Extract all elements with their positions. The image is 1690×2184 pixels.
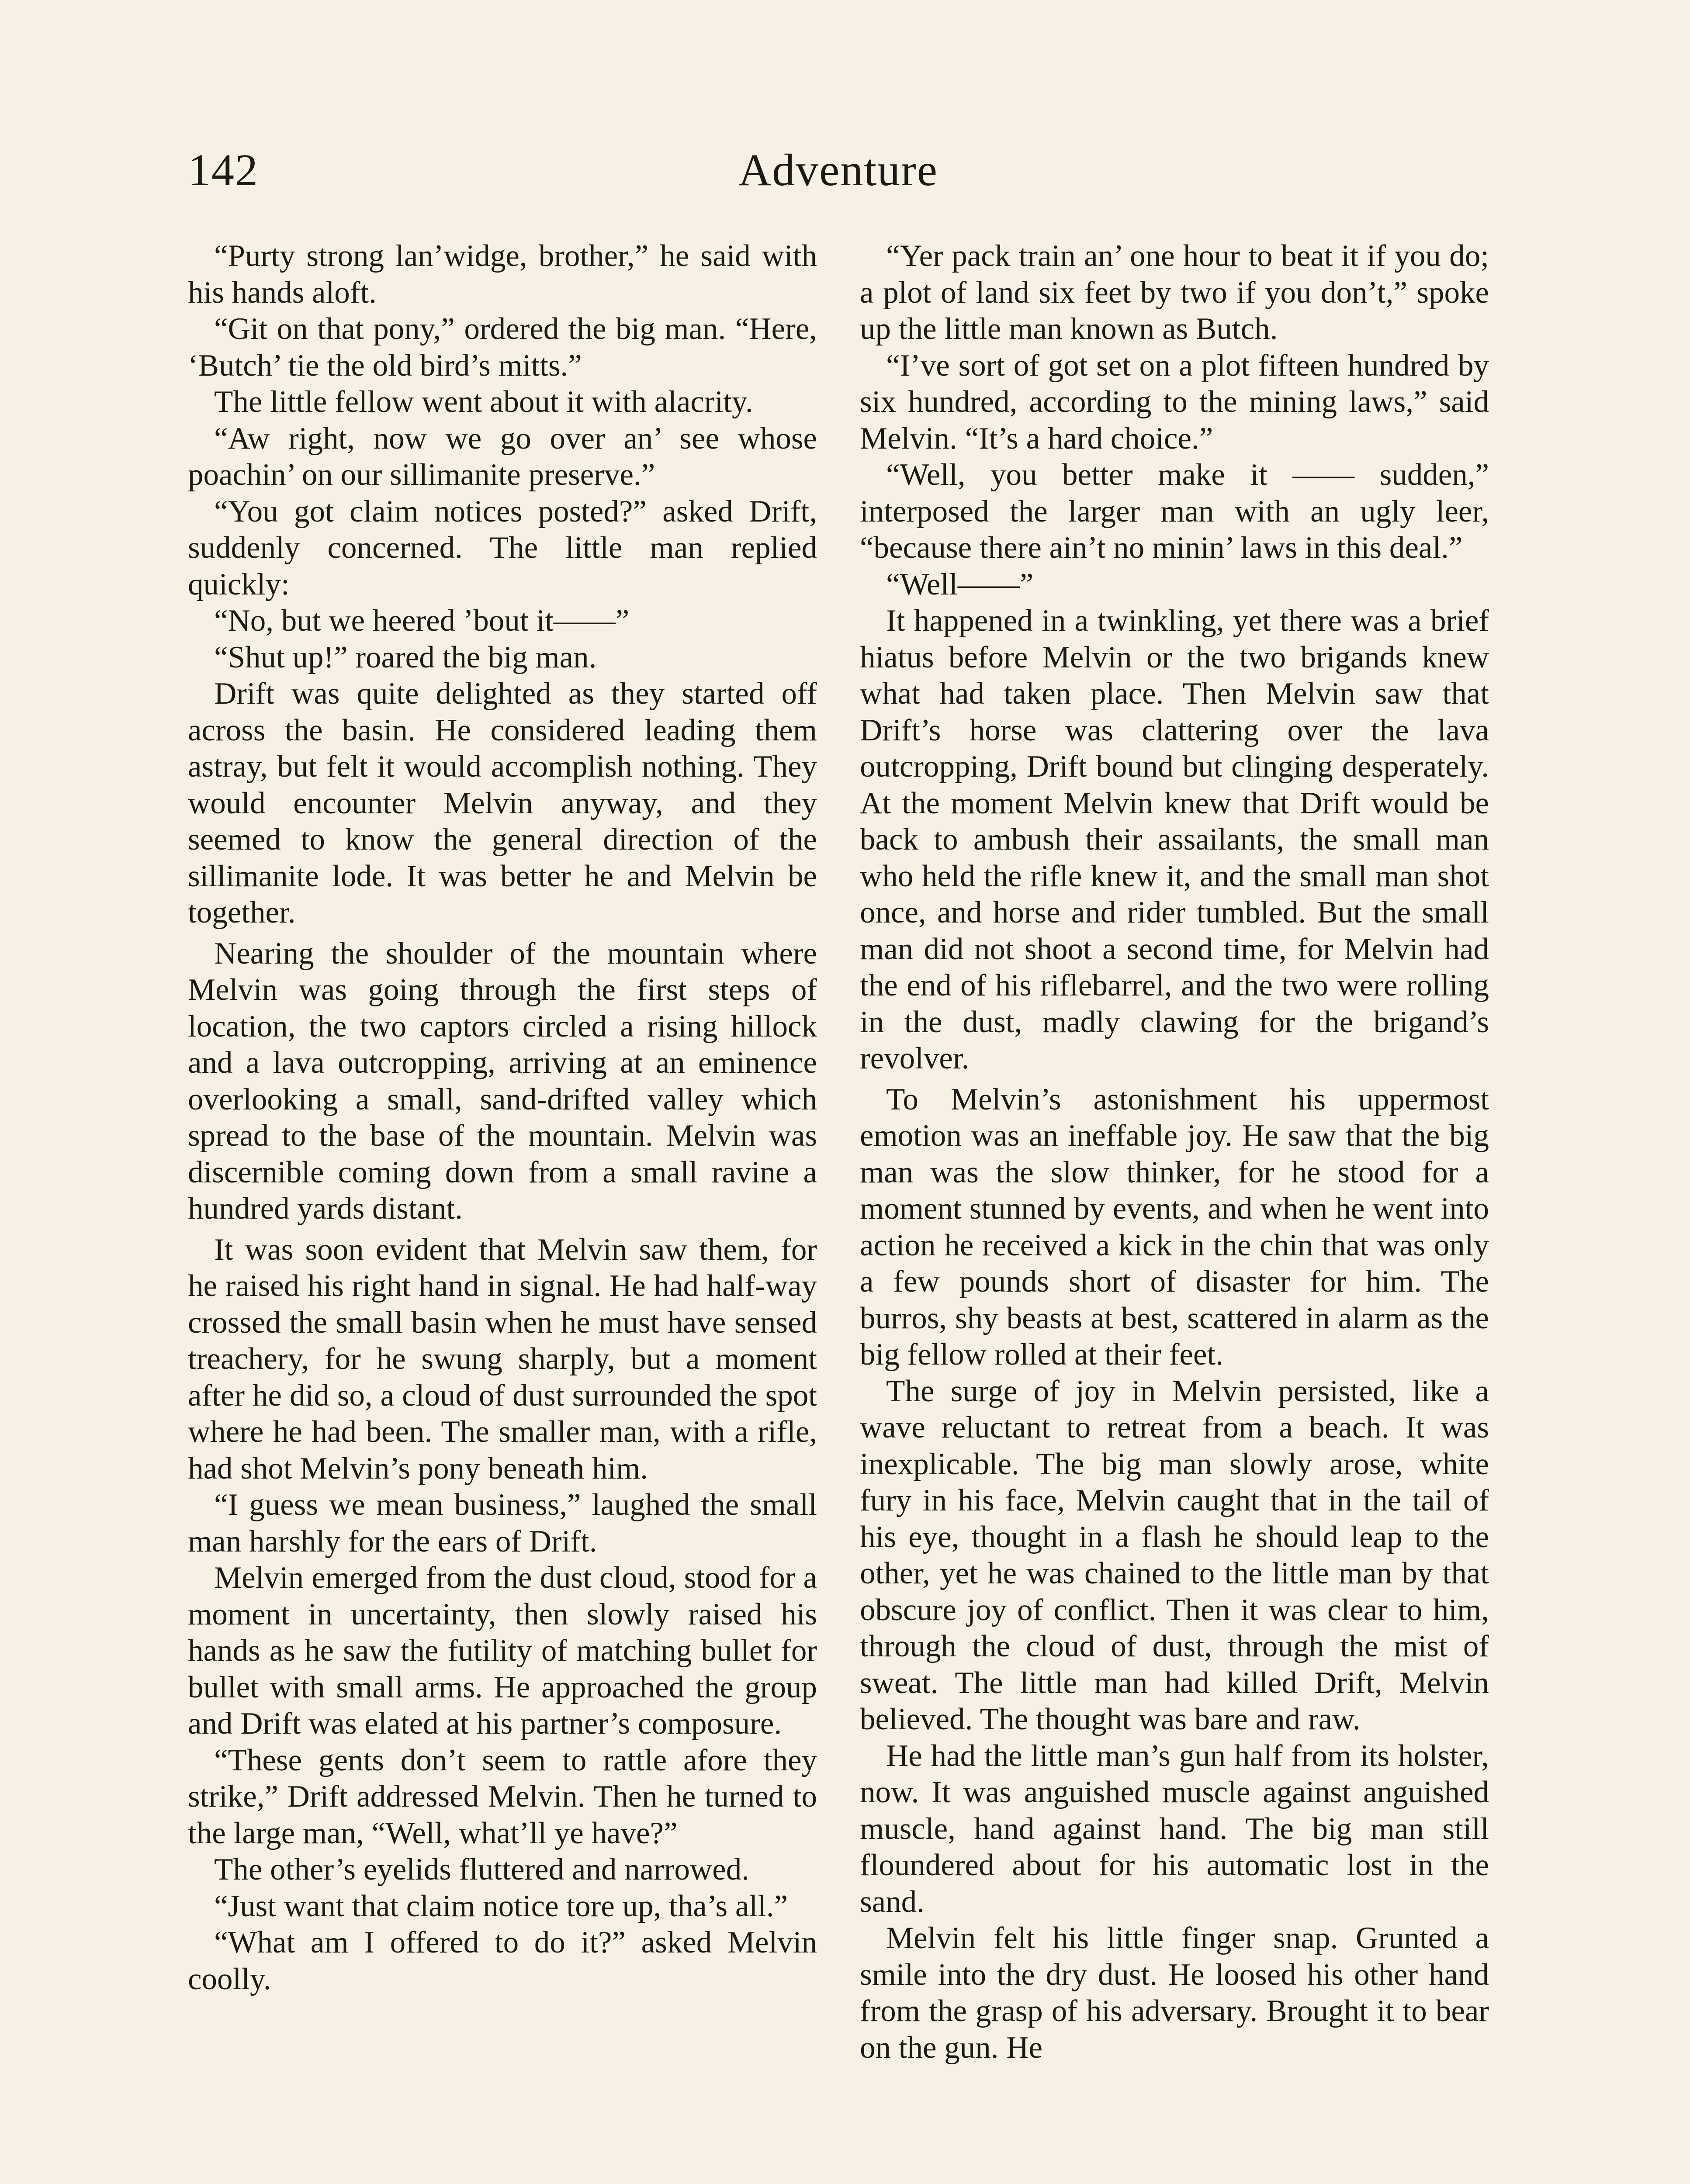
paragraph: Melvin emerged from the dust cloud, stood for a moment in uncertainty, then slowly raised his hands as he saw the futility of matching bullet for bullet with small arms. He approached the group and Drift was elated at his partner’s composure. [188,1561,817,1741]
paragraph: The surge of joy in Melvin persisted, like a wave reluctant to retreat from a beach. It was inexplicable. The big man slowly arose, white fury in his face, Melvin caught that in the tail of his eye, thought in a flash he should leap to the other, yet he was chained to the little man by that obscure joy of conflict. Then it was clear to him, through the cloud of dust, through the mist of sweat. The little man had killed Drift, Melvin believed. The thought was bare and raw. [860,1374,1489,1736]
paragraph: “Well, you better make it —— sudden,” interposed the larger man with an ugly leer, “because there ain’t no minin’ laws in this deal.” [860,458,1489,565]
paragraph: “Just want that claim notice tore up, tha’s all.” [214,1889,788,1923]
paragraph: He had the little man’s gun half from its holster, now. It was anguished muscle against anguished muscle, hand against hand. The big man still floundered about for his automatic lost in the sand. [860,1738,1489,1919]
paragraph: It was soon evident that Melvin saw them, for he raised his right hand in signal. He had half-way crossed the small basin when he must have sensed treachery, for he swung sharply, but a moment after he did so, a cloud of dust surrounded the spot where he had been. The smaller man, with a rifle, had shot Melvin’s pony beneath him. [188,1232,817,1486]
paragraph: “Git on that pony,” ordered the big man. “Here, ‘Butch’ tie the old bird’s mitts.” [188,312,817,383]
paragraph: “Well——” [886,567,1034,601]
running-title: Adventure [738,145,938,195]
page-number: 142 [188,145,259,195]
paragraph: “What am I offered to do it?” asked Melvin coolly. [188,1925,817,1996]
paragraph: It happened in a twinkling, yet there was a brief hiatus before Melvin or the two brigands knew what had taken place. Then Melvin saw that Drift’s horse was clattering over the lava outcropping, Drift bound but clinging desperately. At the moment Melvin knew that Drift would be back to ambush their assailants, the small man who held the rifle knew it, and the small man shot once, and horse and rider tumbled. But the small man did not shoot a second time, for Melvin had the end of his riflebarrel, and the two were rolling in the dust, madly clawing for the brigand’s revolver. [860,604,1489,1075]
paragraph: “Aw right, now we go over an’ see whose poachin’ on our sillimanite preserve.” [188,421,817,492]
paragraph: “Yer pack train an’ one hour to beat it if you do; a plot of land six feet by two if you don’t,” spoke up the little man known as Butch. [860,239,1489,346]
paragraph: Nearing the shoulder of the mountain where Melvin was going through the first steps of location, the two captors circled a rising hillock and a lava outcropping, arriving at an eminence overlooking a small, sand-drifted valley which spread to the base of the mountain. Melvin was discernible coming down from a small ravine a hundred yards distant. [188,936,817,1226]
paragraph: “These gents don’t seem to rattle afore they strike,” Drift addressed Melvin. Then he turned to the large man, “Well, what’ll ye have?” [188,1743,817,1850]
page-header [0,144,1690,205]
paragraph: “No, but we heered ’bout it——” [214,604,630,638]
paragraph: “You got claim notices posted?” asked Drift, suddenly concerned. The little man replied quickly: [188,494,817,601]
paragraph: Drift was quite delighted as they started off across the basin. He considered leading them astray, but felt it would accomplish nothing. They would encounter Melvin anyway, and they seemed to know the general direction of the sillimanite lode. It was better he and Melvin be together. [188,677,817,930]
left-column [188,238,817,1997]
paragraph: “Shut up!” roared the big man. [214,640,597,674]
paragraph: The other’s eyelids fluttered and narrowed. [214,1852,749,1887]
right-column [860,238,1489,2066]
paragraph: “I guess we mean business,” laughed the small man harshly for the ears of Drift. [188,1488,817,1559]
paragraph: Melvin felt his little finger snap. Grunted a smile into the dry dust. He loosed his other hand from the grasp of his adversary. Brought it to bear on the gun. He [860,1921,1489,2065]
paragraph: The little fellow went about it with alacrity. [214,385,753,419]
paragraph: To Melvin’s astonishment his uppermost emotion was an ineffable joy. He saw that the big man was the slow thinker, for he stood for a moment stunned by events, and when he went into action he received a kick in the chin that was only a few pounds short of disaster for him. The burros, shy beasts at best, scattered in alarm as the big fellow rolled at their feet. [860,1082,1489,1372]
paragraph: “I’ve sort of got set on a plot fifteen hundred by six hundred, according to the mining laws,” said Melvin. “It’s a hard choice.” [860,348,1489,456]
paragraph: “Purty strong lan’widge, brother,” he said with his hands aloft. [188,239,817,310]
